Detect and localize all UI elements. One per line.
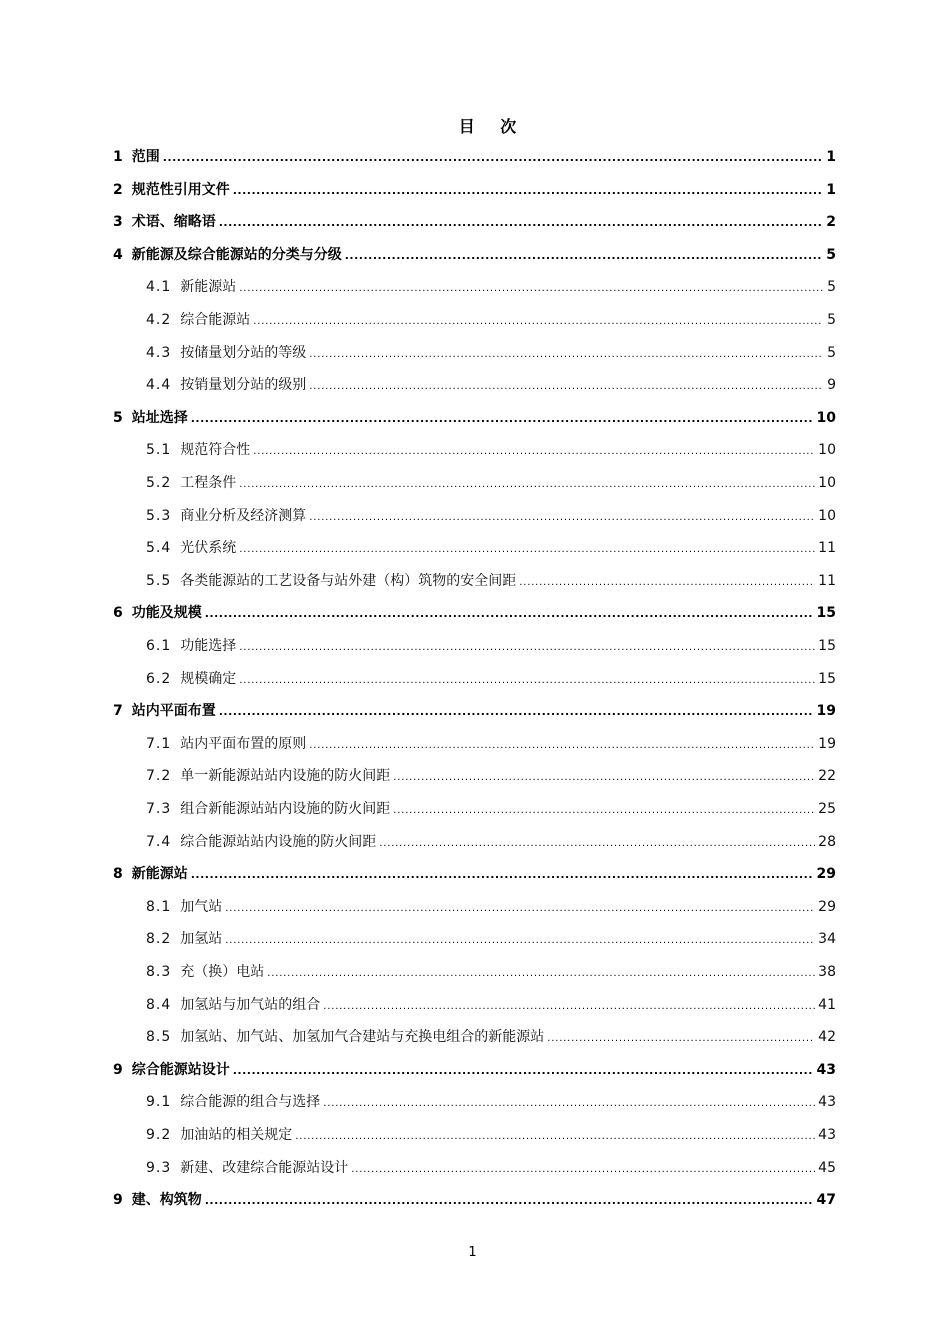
page-number: 1: [468, 1245, 477, 1260]
toc-dot-leader: [219, 702, 814, 722]
toc-entry-number: 9.1: [146, 1094, 172, 1111]
toc-entry-number: 7: [113, 703, 123, 720]
toc-entry-page: 43: [818, 1127, 836, 1143]
toc-entry-page: 5: [827, 344, 836, 361]
toc-entry-title: 规模确定: [180, 670, 237, 687]
toc-section-entry[interactable]: [146, 440, 836, 460]
toc-dot-leader: [309, 508, 815, 528]
toc-dot-leader: [345, 246, 823, 266]
toc-entry-page: 10: [818, 475, 836, 491]
toc-entry-number: 8.3: [146, 964, 172, 980]
toc-entry-number: 3: [113, 214, 123, 231]
toc-entry-number: 9.3: [146, 1159, 172, 1176]
toc-entry-title: 新能源及综合能源站的分类与分级: [131, 246, 342, 263]
toc-section-entry[interactable]: [146, 929, 836, 949]
toc-section-entry[interactable]: [146, 571, 836, 591]
toc-dot-leader: [205, 1191, 814, 1211]
toc-section-entry[interactable]: [146, 473, 836, 493]
toc-section-entry[interactable]: [146, 897, 836, 917]
toc-dot-leader: [239, 671, 815, 691]
toc-entry-title: 功能及规模: [131, 605, 202, 622]
toc-entry-title: 单一新能源站站内设施的防火间距: [180, 768, 391, 785]
toc-entry-title: 术语、缩略语: [131, 214, 216, 231]
toc-section-entry[interactable]: [146, 1125, 836, 1145]
toc-entry-title: 范围: [131, 149, 160, 165]
toc-section-entry[interactable]: [146, 277, 836, 297]
toc-dot-leader: [239, 638, 815, 658]
toc-entry-title: 按销量划分站的级别: [180, 377, 307, 394]
toc-entry-page: 38: [818, 964, 836, 980]
toc-entry-page: 43: [818, 1094, 836, 1111]
toc-entry-number: 2: [113, 181, 123, 198]
toc-section-entry[interactable]: [146, 766, 836, 786]
toc-entry-title: 加氢站与加气站的组合: [180, 996, 321, 1013]
toc-entry-title: 综合能源的组合与选择: [180, 1094, 321, 1111]
toc-entry-number: 9.2: [146, 1127, 172, 1143]
toc-dot-leader: [191, 865, 814, 885]
toc-dot-leader: [233, 1061, 814, 1081]
toc-entry-page: 22: [818, 768, 836, 785]
toc-dot-leader: [219, 213, 823, 233]
toc-dot-leader: [253, 312, 823, 332]
toc-entry-title: 规范性引用文件: [131, 181, 230, 198]
toc-entry-number: 5.4: [146, 540, 172, 557]
toc-dot-leader: [239, 279, 823, 299]
toc-entry-number: 8.5: [146, 1029, 172, 1046]
toc-entry-number: 6: [113, 605, 123, 622]
toc-section-entry[interactable]: [146, 538, 836, 558]
toc-entry-page: 43: [816, 1061, 836, 1078]
toc-entry-page: 45: [818, 1159, 836, 1176]
toc-section-entry[interactable]: [146, 310, 836, 330]
toc-entry-page: 11: [818, 540, 836, 557]
toc-entry-number: 9: [113, 1061, 123, 1078]
toc-dot-leader: [309, 377, 823, 397]
toc-dot-leader: [295, 1127, 815, 1147]
toc-entry-page: 1: [826, 181, 836, 198]
toc-section-entry[interactable]: [146, 1027, 836, 1047]
toc-entry-page: 42: [818, 1029, 836, 1046]
toc-chapter-entry[interactable]: [113, 1190, 836, 1210]
toc-dot-leader: [239, 475, 815, 495]
toc-entry-number: 9: [113, 1192, 123, 1209]
toc-entry-page: 10: [818, 442, 836, 459]
toc-section-entry[interactable]: [146, 995, 836, 1015]
toc-entry-number: 5.1: [146, 442, 172, 459]
toc-entry-number: 4.4: [146, 377, 172, 394]
toc-entry-page: 1: [826, 149, 836, 165]
toc-entry-page: 5: [827, 279, 836, 296]
toc-dot-leader: [233, 181, 823, 201]
toc-entry-title: 组合新能源站站内设施的防火间距: [180, 801, 391, 817]
toc-entry-number: 5.5: [146, 572, 172, 589]
toc-entry-page: 41: [818, 996, 836, 1013]
toc-dot-leader: [191, 409, 814, 429]
toc-chapter-entry[interactable]: [113, 1060, 836, 1080]
toc-dot-leader: [547, 1029, 815, 1049]
toc-entry-page: 34: [818, 931, 836, 948]
toc-entry-page: 5: [827, 312, 836, 328]
toc-entry-page: 19: [818, 735, 836, 752]
toc-entry-title: 站内平面布置: [131, 703, 216, 720]
toc-section-entry[interactable]: [146, 799, 836, 819]
toc-entry-page: 10: [818, 507, 836, 524]
toc-entry-title: 功能选择: [180, 638, 237, 654]
toc-dot-leader: [163, 148, 823, 168]
toc-chapter-entry[interactable]: [113, 864, 836, 884]
toc-entry-title: 加氢站: [180, 931, 223, 948]
toc-entry-number: 5.2: [146, 475, 172, 491]
toc-entry-title: 站内平面布置的原则: [180, 735, 307, 752]
toc-dot-leader: [379, 834, 815, 854]
toc-entry-title: 商业分析及经济测算: [180, 507, 307, 524]
toc-dot-leader: [225, 931, 815, 951]
toc-entry-number: 8: [113, 866, 123, 883]
toc-entry-page: 2: [826, 214, 836, 231]
toc-dot-leader: [267, 964, 815, 984]
toc-entry-title: 工程条件: [180, 475, 237, 491]
toc-section-entry[interactable]: [146, 832, 836, 852]
toc-entry-title: 站址选择: [131, 409, 188, 426]
toc-entry-page: 28: [818, 833, 836, 850]
toc-entry-page: 15: [816, 605, 836, 622]
toc-chapter-entry[interactable]: [113, 180, 836, 200]
toc-entry-page: 47: [816, 1192, 836, 1209]
toc-entry-number: 4.1: [146, 279, 172, 296]
toc-entry-page: 29: [818, 898, 836, 915]
toc-dot-leader: [351, 1160, 815, 1180]
toc-dot-leader: [253, 442, 815, 462]
toc-section-entry[interactable]: [146, 1092, 836, 1112]
toc-entry-page: 15: [818, 638, 836, 654]
toc-chapter-entry[interactable]: [113, 245, 836, 265]
toc-dot-leader: [239, 540, 815, 560]
toc-entry-number: 5: [113, 409, 123, 426]
toc-section-entry[interactable]: [146, 734, 836, 754]
toc-entry-title: 充（换）电站: [180, 964, 265, 980]
toc-chapter-entry[interactable]: [113, 701, 836, 721]
toc-dot-leader: [205, 604, 814, 624]
toc-entry-title: 加油站的相关规定: [180, 1127, 293, 1143]
toc-section-entry[interactable]: [146, 669, 836, 689]
toc-entry-number: 7.3: [146, 801, 172, 817]
toc-entry-number: 1: [113, 149, 123, 165]
toc-entry-number: 8.2: [146, 931, 172, 948]
toc-dot-leader: [309, 345, 823, 365]
toc-section-entry[interactable]: [146, 506, 836, 526]
toc-entry-page: 15: [818, 670, 836, 687]
toc-entry-title: 各类能源站的工艺设备与站外建（构）筑物的安全间距: [180, 572, 517, 589]
toc-chapter-entry[interactable]: [113, 147, 836, 167]
toc-entry-title: 新建、改建综合能源站设计: [180, 1159, 349, 1176]
toc-entry-page: 5: [826, 246, 836, 263]
toc-entry-number: 4: [113, 246, 123, 263]
toc-section-entry[interactable]: [146, 375, 836, 395]
toc-entry-title: 按储量划分站的等级: [180, 344, 307, 361]
toc-entry-number: 4.2: [146, 312, 172, 328]
toc-chapter-entry[interactable]: [113, 212, 836, 232]
toc-entry-number: 7.4: [146, 833, 172, 850]
toc-entry-title: 加氢站、加气站、加氢加气合建站与充换电组合的新能源站: [180, 1029, 545, 1046]
toc-entry-page: 25: [818, 801, 836, 817]
toc-entry-title: 规范符合性: [180, 442, 251, 459]
toc-entry-number: 8.4: [146, 996, 172, 1013]
toc-dot-leader: [309, 736, 815, 756]
toc-entry-page: 29: [816, 866, 836, 883]
toc-entry-number: 6.2: [146, 670, 172, 687]
toc-entry-number: 7.1: [146, 735, 172, 752]
toc-entry-title: 综合能源站站内设施的防火间距: [180, 833, 377, 850]
toc-entry-title: 综合能源站设计: [131, 1061, 230, 1078]
toc-entry-number: 8.1: [146, 898, 172, 915]
toc-entry-page: 11: [818, 572, 836, 589]
toc-entry-number: 7.2: [146, 768, 172, 785]
toc-entry-page: 19: [816, 703, 836, 720]
toc-dot-leader: [225, 899, 815, 919]
toc-entry-page: 9: [827, 377, 836, 394]
toc-chapter-entry[interactable]: [113, 603, 836, 623]
toc-section-entry[interactable]: [146, 343, 836, 363]
toc-entry-title: 新能源站: [131, 866, 188, 883]
toc-dot-leader: [393, 801, 815, 821]
toc-section-entry[interactable]: [146, 962, 836, 982]
toc-entry-number: 5.3: [146, 507, 172, 524]
toc-dot-leader: [323, 997, 815, 1017]
toc-entry-title: 加气站: [180, 898, 223, 915]
toc-section-entry[interactable]: [146, 636, 836, 656]
toc-entry-title: 建、构筑物: [131, 1192, 202, 1209]
toc-dot-leader: [323, 1094, 815, 1114]
toc-entry-number: 6.1: [146, 638, 172, 654]
toc-entry-title: 新能源站: [180, 279, 237, 296]
toc-section-entry[interactable]: [146, 1158, 836, 1178]
toc-title: 目 次: [458, 117, 527, 136]
toc-entry-number: 4.3: [146, 344, 172, 361]
toc-chapter-entry[interactable]: [113, 408, 836, 428]
toc-entry-title: 光伏系统: [180, 540, 237, 557]
toc-entry-page: 10: [816, 409, 836, 426]
toc-dot-leader: [393, 768, 815, 788]
toc-entry-title: 综合能源站: [180, 312, 251, 328]
toc-dot-leader: [519, 573, 815, 593]
